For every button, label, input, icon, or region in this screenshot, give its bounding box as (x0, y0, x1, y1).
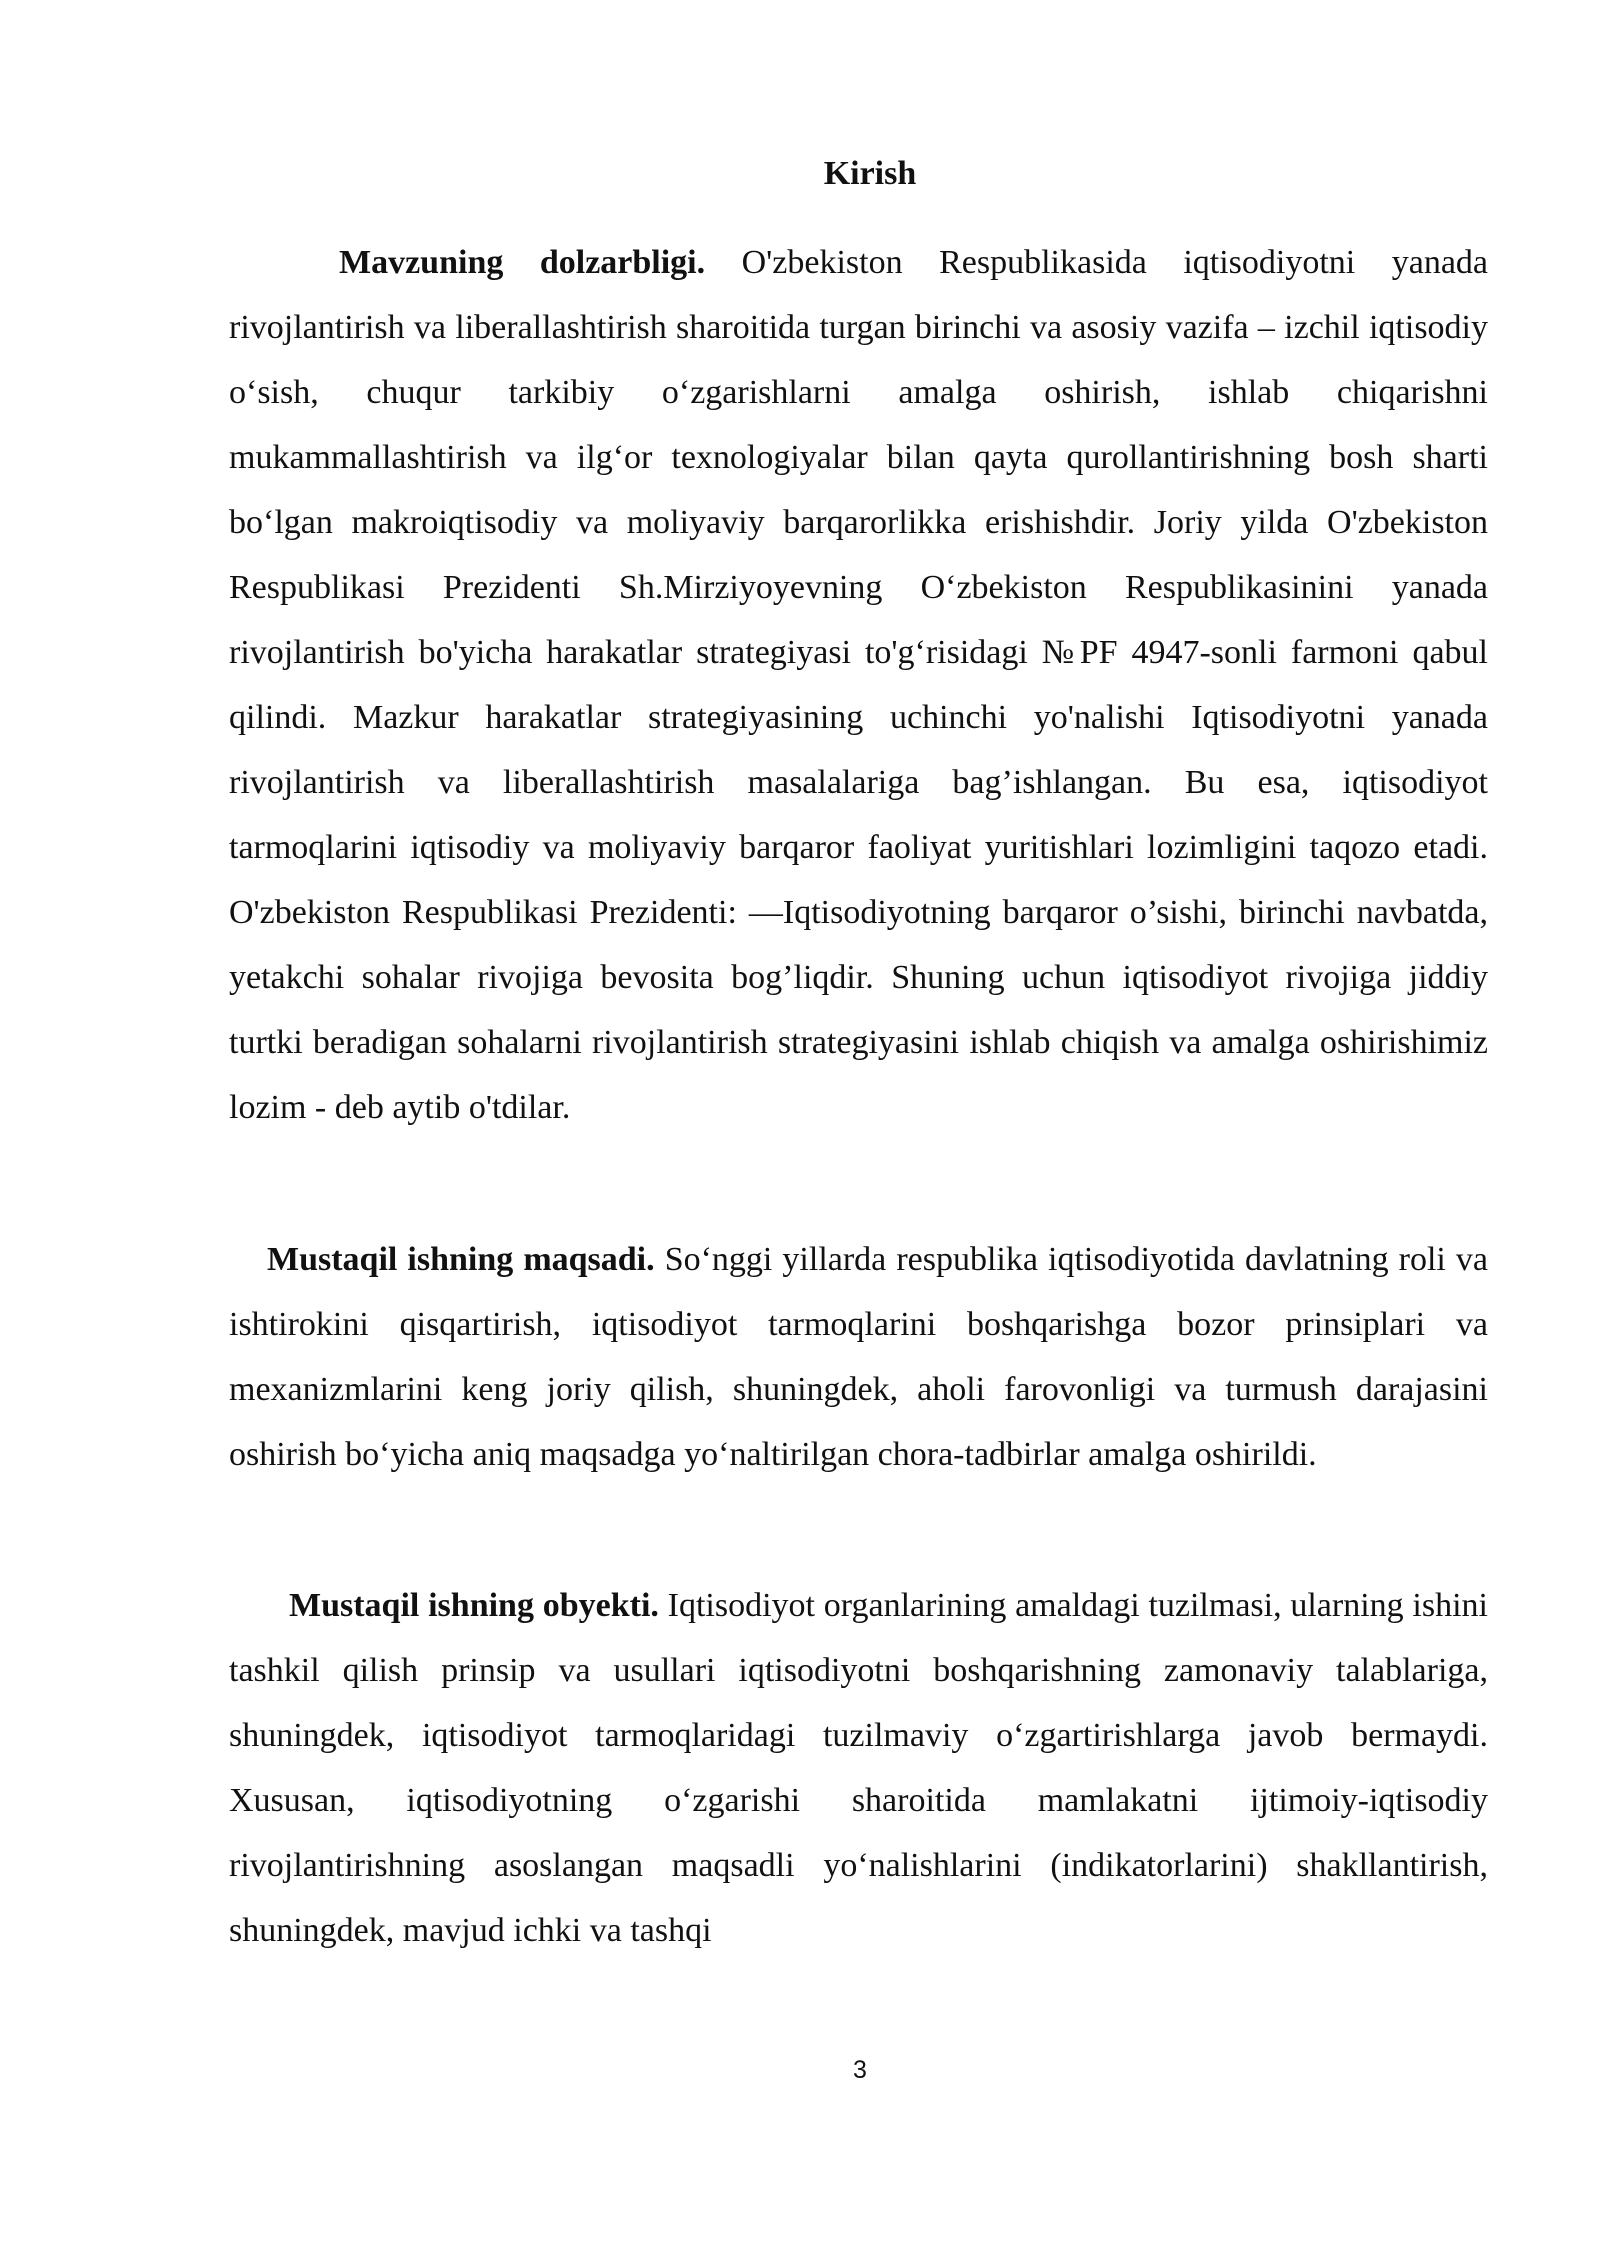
paragraph-relevance (229, 230, 1488, 1140)
paragraph-lead-relevance: Mavzuning dolzarbligi. (339, 244, 706, 281)
paragraph-text-object: Iqtisodiyot organlarining amaldagi tuzilmasi, ularning ishini tashkil qilish prinsip va usullari iqtisodiyotni boshqarishning zamonaviy talablariga, shuningdek, iqtisodiyot tarmoqlaridagi tuzilmaviy o‘zgartirishlarga javob bermaydi. Xususan, iqtisodiyotning o‘zgarishi sharoitida mamlakatni ijtimoiy-iqtisodiy rivojlantirishning asoslangan maqsadli yo‘nalishlarini (indikatorlarini) shakllantirish, shuningdek, mavjud ichki va tashqi (229, 1587, 1488, 1949)
paragraph-lead-purpose: Mustaqil ishning maqsadi. (267, 1241, 655, 1278)
paragraph-text-relevance: O'zbekiston Respublikasida iqtisodiyotni yanada rivojlantirish va liberallashtirish sharoitida turgan birinchi va asosiy vazifa – izchil iqtisodiy o‘sish, chuqur tarkibiy o‘zgarishlarni amalga oshirish, ishlab chiqarishni mukammallashtirish va ilg‘or texnologiyalar bilan qayta qurollantirishning bosh sharti bo‘lgan makroiqtisodiy va moliyaviy barqarorlikka erishishdir. Joriy yilda O'zbekiston Respublikasi Prezidenti Sh.Mirziyoyevning O‘zbekiston Respublikasinini yanada rivojlantirish bo'yicha harakatlar strategiyasi to'g‘risidagi №PF 4947-sonli farmoni qabul qilindi. Mazkur harakatlar strategiyasining uchinchi yo'nalishi Iqtisodiyotni yanada rivojlantirish va liberallashtirish masalalariga bag’ishlangan. Bu esa, iqtisodiyot tarmoqlarini iqtisodiy va moliyaviy barqaror faoliyat yuritishlari lozimligini taqozo etadi. O'zbekiston Respublikasi Prezidenti: ―Iqtisodiyotning barqaror o’sishi, birinchi navbatda, yetakchi sohalar rivojiga bevosita bog’liqdir. Shuning uchun iqtisodiyot rivojiga jiddiy turtki beradigan sohalarni rivojlantirish strategiyasini ishlab chiqish va amalga oshirishimiz lozim - deb aytib o'tdilar. (229, 244, 1489, 1126)
paragraph-object (229, 1573, 1488, 1963)
page-number: 3 (853, 2056, 867, 2084)
paragraph-lead-object: Mustaqil ishning obyekti. (289, 1587, 659, 1624)
paragraph-text-purpose: So‘nggi yillarda respublika iqtisodiyotida davlatning roli va ishtirokini qisqartirish, iqtisodiyot tarmoqlarini boshqarishga bozor prinsiplari va mexanizmlarini keng joriy qilish, shuningdek, aholi farovonligi va turmush darajasini oshirish bo‘yicha aniq maqsadga yo‘naltirilgan chora-tadbirlar amalga oshirildi. (229, 1241, 1488, 1473)
paragraph-purpose (229, 1227, 1488, 1487)
section-heading: Kirish (823, 155, 917, 192)
